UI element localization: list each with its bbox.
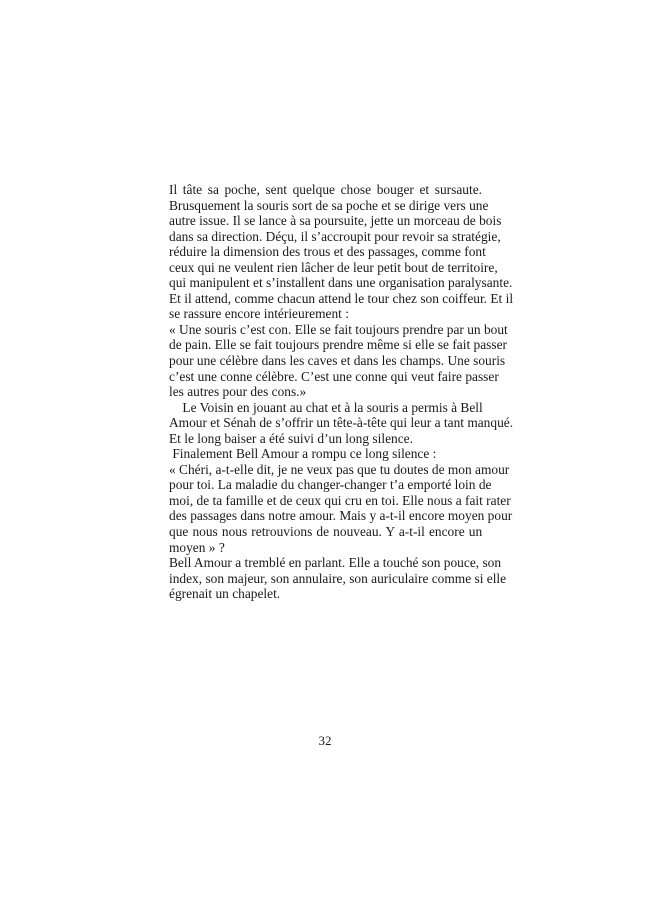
text-line: que nous nous retrouvions de nouveau. Y a-t-il encore un	[169, 524, 483, 540]
text-line: Finalement Bell Amour a rompu ce long silence :	[169, 446, 437, 462]
text-line: c’est une conne célèbre. C’est une conne qui veut faire passer	[169, 368, 499, 384]
text-line: pour une célèbre dans les caves et dans les champs. Une souris	[169, 353, 506, 369]
text-line: les autres pour des cons.»	[169, 384, 307, 400]
text-line: Et le long baiser a été suivi d’un long silence.	[169, 430, 413, 446]
text-line: Il tâte sa poche, sent quelque chose bouger et sursaute.	[169, 182, 482, 197]
text-line: autre issue. Il se lance à sa poursuite, jette un morceau de bois	[169, 213, 502, 229]
body-text	[169, 182, 514, 602]
text-line: Le Voisin en jouant au chat et à la souris a permis à Bell	[169, 399, 483, 415]
text-line: des passages dans notre amour. Mais y a-t-il encore moyen pour	[169, 508, 513, 524]
text-line: Brusquement la souris sort de sa poche et se dirige vers une	[169, 197, 489, 213]
text-line: ceux qui ne veulent rien lâcher de leur petit bout de territoire,	[169, 259, 498, 275]
text-line: pour toi. La maladie du changer-changer t’a emporté loin de	[169, 477, 492, 493]
text-line: Bell Amour a tremblé en parlant. Elle a touché son pouce, son	[169, 555, 502, 571]
text-line: se rassure encore intérieurement :	[169, 306, 349, 322]
text-line: index, son majeur, son annulaire, son auriculaire comme si elle	[169, 570, 507, 586]
text-line: de pain. Elle se fait toujours prendre même si elle se fait passer	[169, 337, 507, 353]
page-number: 32	[318, 733, 332, 748]
text-line: « Chéri, a-t-elle dit, je ne veux pas que tu doutes de mon amour	[169, 461, 510, 477]
text-line: moi, de ta famille et de ceux qui cru en toi. Elle nous a fait rater	[169, 492, 511, 508]
text-line: égrenait un chapelet.	[169, 586, 281, 602]
text-line: Et il attend, comme chacun attend le tour chez son coiffeur. Et il	[169, 290, 514, 306]
text-line: moyen » ?	[169, 539, 225, 555]
text-line: dans sa direction. Déçu, il s’accroupit pour revoir sa stratégie,	[169, 228, 501, 244]
text-line: qui manipulent et s’installent dans une organisation paralysante.	[169, 275, 513, 291]
text-line: réduire la dimension des trous et des passages, comme font	[169, 244, 486, 260]
text-line: Amour et Sénah de s’offrir un tête-à-tête qui leur a tant manqué.	[169, 415, 514, 431]
text-line: « Une souris c’est con. Elle se fait toujours prendre par un bout	[169, 321, 508, 337]
